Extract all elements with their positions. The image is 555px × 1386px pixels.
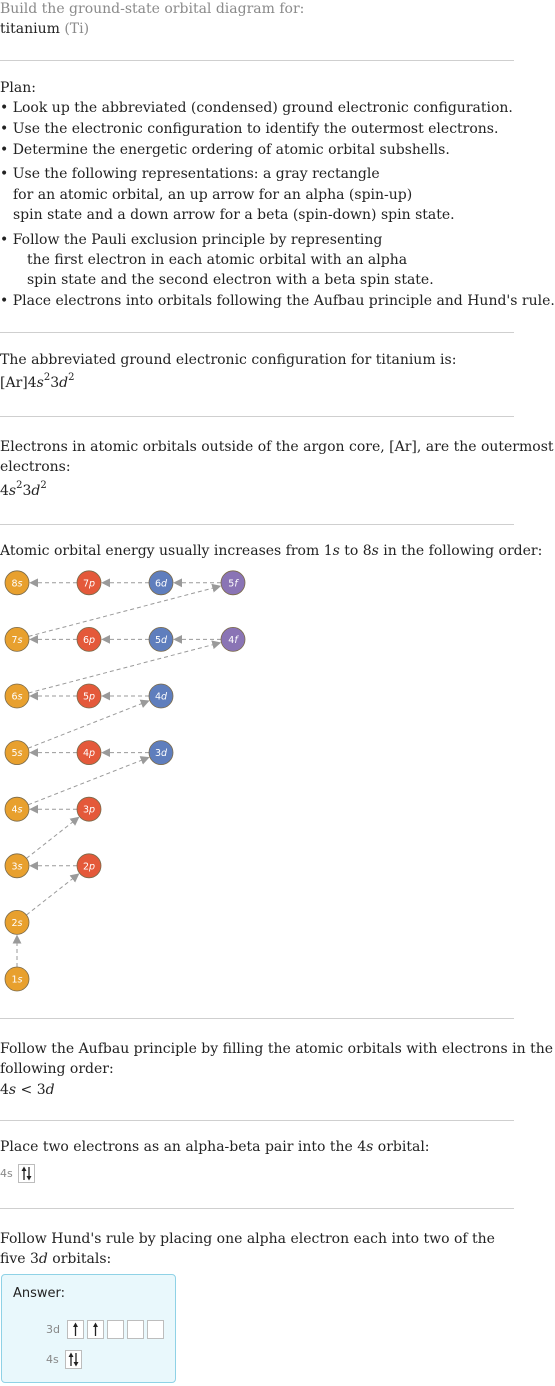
plan-step-6: • Place electrons into orbitals following the Aufbau principle and Hund's rule. bbox=[0, 293, 555, 309]
orbital-box-3d-5 bbox=[147, 1320, 164, 1339]
orbital-label-2s: 2s bbox=[11, 917, 23, 929]
plan-step-1: • Look up the abbreviated (condensed) ground electronic configuration. bbox=[0, 100, 513, 116]
orbital-order-diagram bbox=[0, 560, 260, 1000]
orbital-label-4p: 4p bbox=[82, 748, 96, 760]
divider bbox=[0, 1018, 514, 1019]
orbital-node-4d bbox=[149, 684, 173, 708]
orbital-label-6p: 6p bbox=[82, 634, 96, 646]
orbital-node-5s bbox=[5, 741, 29, 765]
plan-step-4-cont-a: for an atomic orbital, an up arrow for an alpha (spin-up) bbox=[13, 187, 413, 203]
orbital-node-5f bbox=[221, 571, 245, 595]
up-down-arrow-icon bbox=[19, 1165, 34, 1182]
orbital-label-4d: 4d bbox=[154, 691, 168, 703]
plan-step-5-cont-b: spin state and the second electron with a beta spin state. bbox=[27, 272, 434, 288]
orbital-box-3d-4 bbox=[127, 1320, 144, 1339]
order-arrow-7s-to-5f bbox=[29, 586, 220, 636]
answer-box bbox=[1, 1274, 176, 1383]
up-arrow-icon bbox=[88, 1321, 103, 1338]
plan-step-3: • Determine the energetic ordering of atomic orbital subshells. bbox=[0, 142, 450, 158]
orbital-box-3d-2 bbox=[87, 1320, 104, 1339]
orbital-label-4s: 4s bbox=[46, 1353, 59, 1366]
plan-step-2: • Use the electronic configuration to identify the outermost electrons. bbox=[0, 121, 499, 137]
aufbau-line-1: Follow the Aufbau principle by filling the atomic orbitals with electrons in the bbox=[0, 1041, 553, 1057]
orbital-node-3s bbox=[5, 854, 29, 878]
aufbau-line-2: following order: bbox=[0, 1061, 114, 1077]
orbital-label-3p: 3p bbox=[82, 804, 96, 816]
orbital-node-4s bbox=[5, 797, 29, 821]
orbital-label-4s: 4s bbox=[11, 804, 23, 816]
orbital-label-7s: 7s bbox=[11, 634, 23, 646]
plan-step-5: • Follow the Pauli exclusion principle by representing bbox=[0, 232, 383, 248]
config-formula: $[Ar]4s^23d^2$ bbox=[0, 372, 75, 391]
orbital-label-5p: 5p bbox=[82, 691, 96, 703]
orbital-label-5f: 5f bbox=[228, 578, 238, 590]
orbital-node-2p bbox=[77, 854, 101, 878]
orbital-label-4f: 4f bbox=[228, 634, 238, 646]
divider bbox=[0, 1208, 514, 1209]
orbital-label-3s: 3s bbox=[11, 861, 23, 873]
orbital-node-4f bbox=[221, 627, 245, 651]
hund-line-2: five 3d orbitals: bbox=[0, 1251, 112, 1267]
orbital-node-5p bbox=[77, 684, 101, 708]
orbital-label-6s: 6s bbox=[11, 691, 23, 703]
outer-intro-2: electrons: bbox=[0, 459, 71, 475]
element-symbol: (Ti) bbox=[64, 21, 90, 37]
up-down-arrow-icon bbox=[66, 1351, 81, 1368]
orbital-box-3d-3 bbox=[107, 1320, 124, 1339]
divider bbox=[0, 524, 514, 525]
divider bbox=[0, 1120, 514, 1121]
element-line bbox=[0, 20, 89, 39]
orbital-node-7p bbox=[77, 571, 101, 595]
order-arrow-6s-to-4f bbox=[29, 643, 220, 693]
orbital-node-6s bbox=[5, 684, 29, 708]
orbital-node-3d bbox=[149, 741, 173, 765]
outer-formula: $4s^23d^2$ bbox=[0, 480, 47, 499]
orbital-node-8s bbox=[5, 571, 29, 595]
divider bbox=[0, 332, 514, 333]
outer-intro-1: Electrons in atomic orbitals outside of the argon core, [Ar], are the outermost bbox=[0, 439, 554, 455]
orbital-label-3d: 3d bbox=[46, 1323, 60, 1336]
orbital-node-5d bbox=[149, 627, 173, 651]
orbital-label-5s: 5s bbox=[11, 748, 23, 760]
orbital-label-5d: 5d bbox=[154, 634, 168, 646]
orbital-node-3p bbox=[77, 797, 101, 821]
orbital-node-2s bbox=[5, 910, 29, 934]
pair-instruction: Place two electrons as an alpha-beta pair into the 4s orbital: bbox=[0, 1139, 430, 1155]
energy-intro: Atomic orbital energy usually increases from 1s to 8s in the following order: bbox=[0, 543, 543, 559]
orbital-label-3d: 3d bbox=[154, 748, 168, 760]
plan-step-4: • Use the following representations: a gray rectangle bbox=[0, 166, 380, 182]
orbital-box-4s-paired bbox=[18, 1164, 35, 1183]
plan-title: Plan: bbox=[0, 80, 36, 96]
orbital-box-4s bbox=[65, 1350, 82, 1369]
divider bbox=[0, 416, 514, 417]
config-intro: The abbreviated ground electronic configuration for titanium is: bbox=[0, 352, 457, 368]
aufbau-order: 4s < 3d bbox=[0, 1082, 55, 1098]
orbital-node-7s bbox=[5, 627, 29, 651]
orbital-label-1s: 1s bbox=[11, 974, 23, 986]
orbital-node-6p bbox=[77, 627, 101, 651]
orbital-node-1s bbox=[5, 967, 29, 991]
divider bbox=[0, 60, 514, 61]
orbital-label-6d: 6d bbox=[154, 578, 168, 590]
order-arrow-2s-to-2p bbox=[26, 874, 78, 915]
orbital-node-6d bbox=[149, 571, 173, 595]
orbital-label-2p: 2p bbox=[82, 861, 96, 873]
plan-step-5-cont-a: the first electron in each atomic orbital with an alpha bbox=[27, 252, 408, 268]
orbital-node-4p bbox=[77, 741, 101, 765]
prompt-line: Build the ground-state orbital diagram for: bbox=[0, 1, 305, 17]
orbital-label-4s: 4s bbox=[0, 1167, 13, 1180]
orbital-label-8s: 8s bbox=[11, 578, 23, 590]
hund-line-1: Follow Hund's rule by placing one alpha electron each into two of the bbox=[0, 1231, 495, 1247]
order-arrow-3s-to-3p bbox=[26, 818, 78, 859]
up-arrow-icon bbox=[68, 1321, 83, 1338]
orbital-box-3d-1 bbox=[67, 1320, 84, 1339]
answer-title: Answer: bbox=[13, 1286, 66, 1301]
orbital-label-7p: 7p bbox=[82, 578, 96, 590]
element-name: titanium bbox=[0, 21, 60, 37]
plan-step-4-cont-b: spin state and a down arrow for a beta (spin-down) spin state. bbox=[13, 207, 455, 223]
